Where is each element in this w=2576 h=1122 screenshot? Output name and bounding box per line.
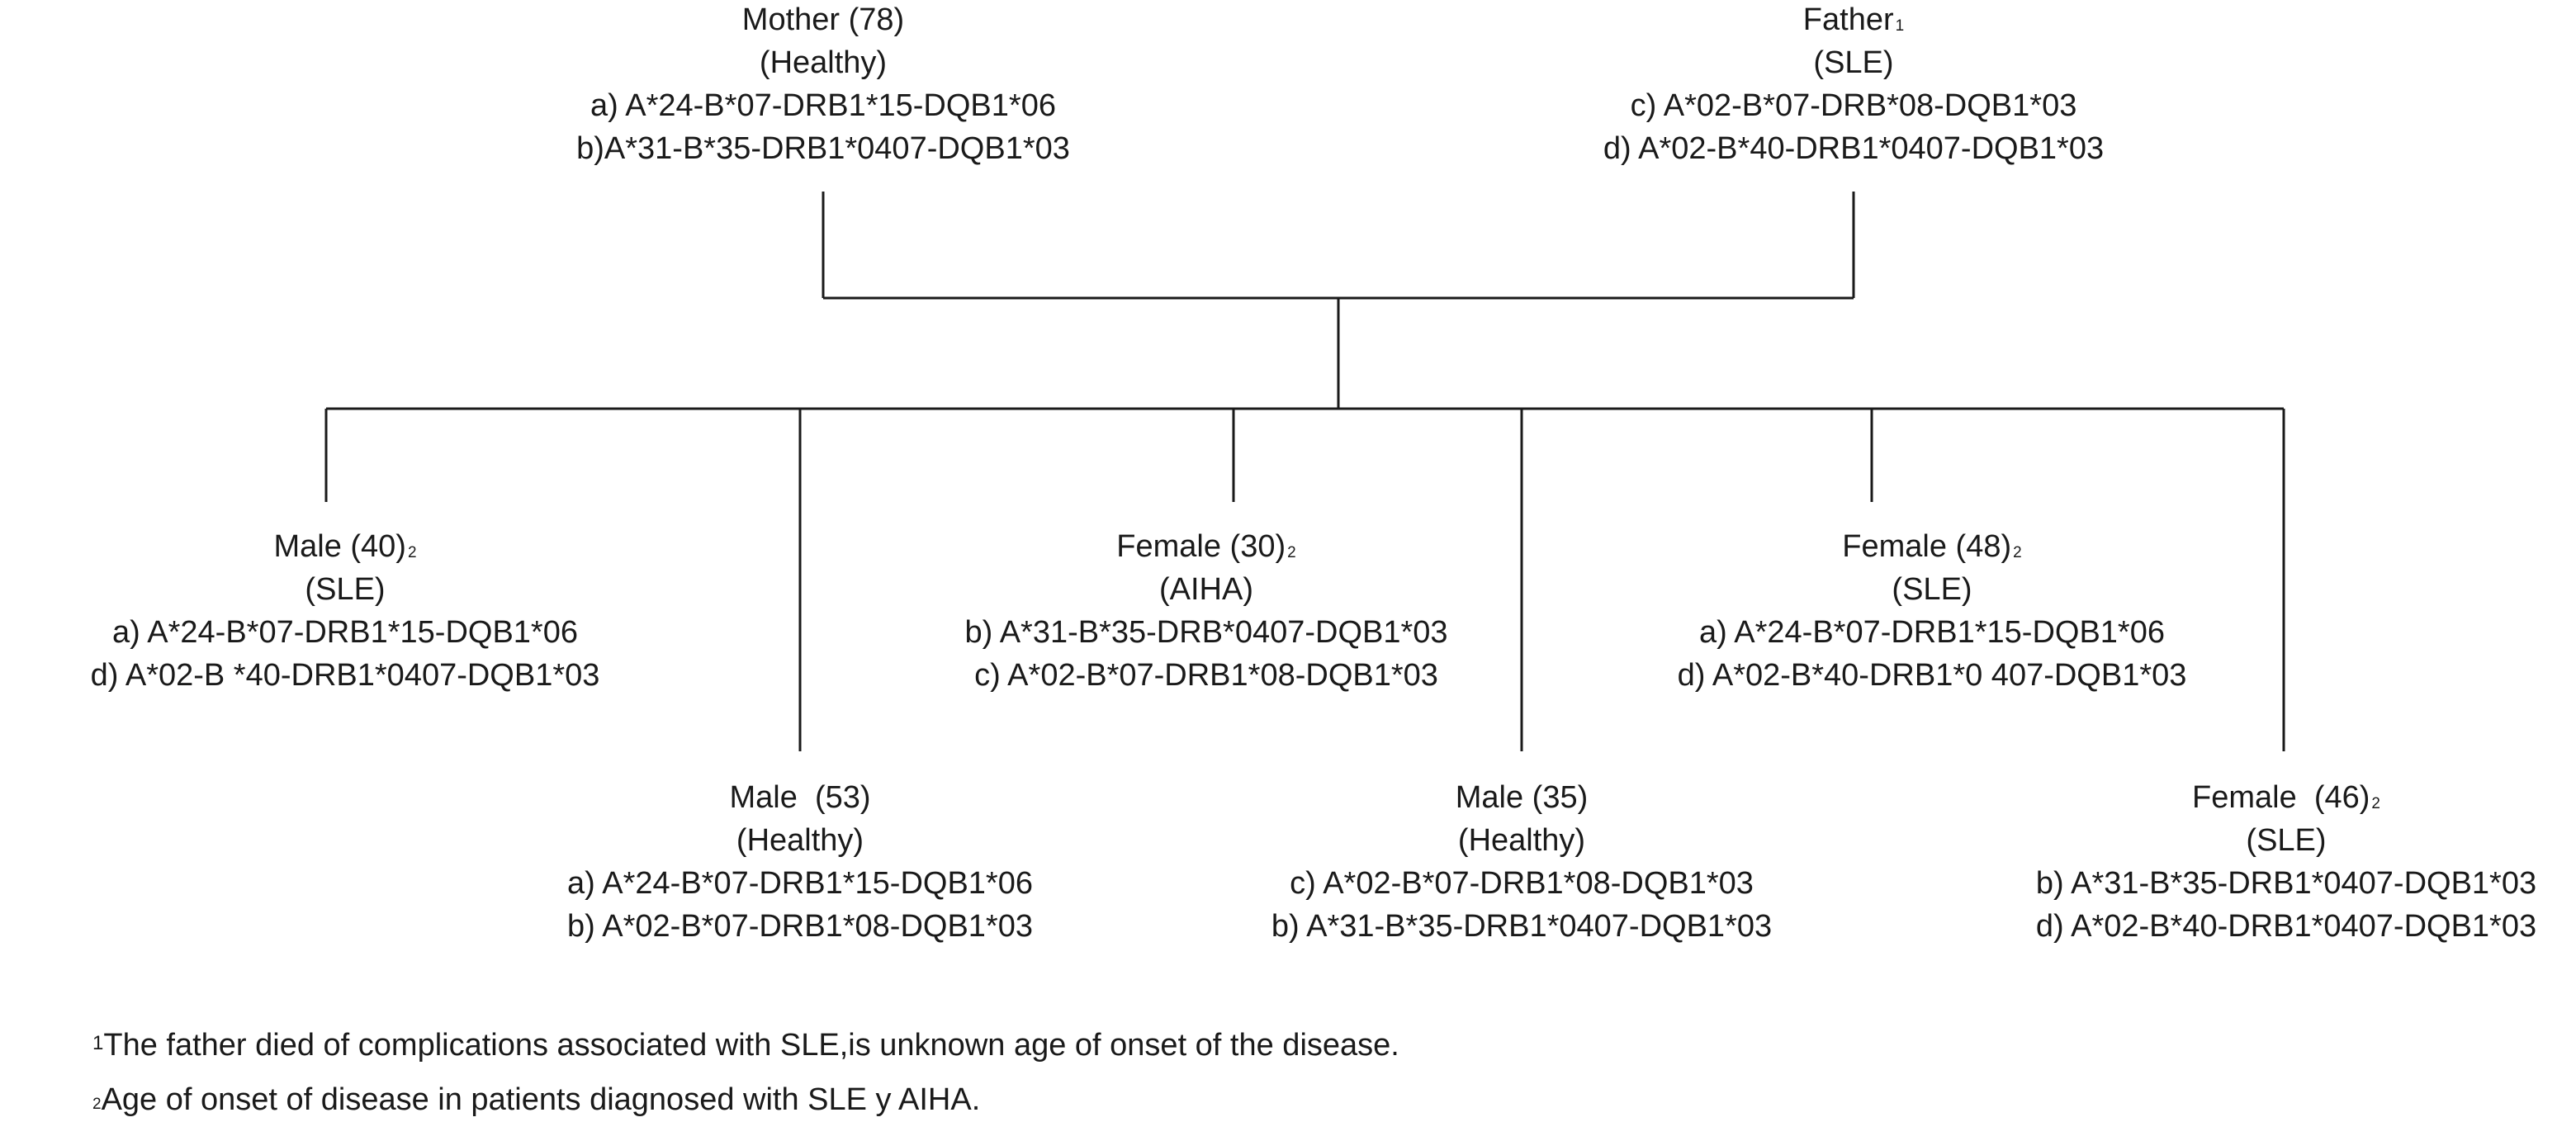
child-male-35-name: Male (35) <box>1455 780 1589 815</box>
father-footnote-marker: 1 <box>1895 17 1905 35</box>
father-haplotype-d: d) A*02-B*40-DRB1*0407-DQB1*03 <box>1603 131 2105 166</box>
father-haplotype-c: c) A*02-B*07-DRB*08-DQB1*03 <box>1630 88 2077 123</box>
mother-haplotype-b: b)A*31-B*35-DRB1*0407-DQB1*03 <box>576 131 1070 166</box>
child-female-30-haplotype-2: c) A*02-B*07-DRB1*08-DQB1*03 <box>974 658 1438 693</box>
mother-status: (Healthy) <box>759 45 888 80</box>
child-male-40-name: Male (40) <box>273 529 406 564</box>
child-female-48-haplotype-1: a) A*24-B*07-DRB1*15-DQB1*06 <box>1699 615 2165 650</box>
child-male-40-footnote-marker: 2 <box>407 544 417 561</box>
footnote-2-marker: 2 <box>92 1096 102 1113</box>
child-female-46-name-row <box>2036 776 2536 819</box>
footnote-2 <box>92 1078 980 1121</box>
child-female-30-name-row <box>964 525 1447 568</box>
child-male-35-haplotype-2: b) A*31-B*35-DRB1*0407-DQB1*03 <box>1271 909 1773 944</box>
footnote-1-marker: 1 <box>92 1032 104 1054</box>
child-female-30-status: (AIHA) <box>1158 572 1253 607</box>
father-status: (SLE) <box>1813 45 1894 80</box>
father-name-row <box>1603 0 2104 41</box>
child-male-40-haplotype-1: a) A*24-B*07-DRB1*15-DQB1*06 <box>112 615 578 650</box>
child-female-46-node <box>2036 776 2536 948</box>
child-male-40-node <box>91 525 600 697</box>
footnote-1 <box>92 1024 1399 1067</box>
mother-node <box>576 0 1070 170</box>
child-male-53-status: (Healthy) <box>736 823 864 858</box>
child-female-30-name: Female (30) <box>1116 529 1286 564</box>
footnote-1-text: The father died of complications associated with SLE,is unknown age of onset of the disease. <box>103 1028 1399 1063</box>
child-male-35-status: (Healthy) <box>1457 823 1586 858</box>
child-female-48-name-row <box>1678 525 2187 568</box>
child-male-53-name: Male (53) <box>729 780 871 815</box>
child-female-48-name: Female (48) <box>1842 529 2012 564</box>
child-male-53-haplotype-1: a) A*24-B*07-DRB1*15-DQB1*06 <box>567 866 1033 901</box>
child-female-48-haplotype-2: d) A*02-B*40-DRB1*0 407-DQB1*03 <box>1677 658 2187 693</box>
child-female-30-footnote-marker: 2 <box>1287 544 1296 561</box>
child-female-46-haplotype-1: b) A*31-B*35-DRB1*0407-DQB1*03 <box>2035 866 2537 901</box>
mother-name: Mother (78) <box>741 2 905 37</box>
child-male-40-name-row <box>91 525 600 568</box>
child-female-30-haplotype-1: b) A*31-B*35-DRB*0407-DQB1*03 <box>964 615 1448 650</box>
child-male-40-haplotype-2: d) A*02-B *40-DRB1*0407-DQB1*03 <box>90 658 600 693</box>
child-male-40-status: (SLE) <box>305 572 386 607</box>
child-male-53-haplotype-2: b) A*02-B*07-DRB1*08-DQB1*03 <box>567 909 1033 944</box>
mother-haplotype-a: a) A*24-B*07-DRB1*15-DQB1*06 <box>590 88 1056 123</box>
child-female-48-footnote-marker: 2 <box>2013 544 2022 561</box>
child-female-46-footnote-marker: 2 <box>2371 795 2380 812</box>
father-node <box>1603 0 2104 170</box>
child-male-35-node <box>1271 776 1772 948</box>
child-male-35-haplotype-1: c) A*02-B*07-DRB1*08-DQB1*03 <box>1290 866 1754 901</box>
child-female-48-status: (SLE) <box>1892 572 1972 607</box>
child-female-46-status: (SLE) <box>2246 823 2327 858</box>
footnote-2-text: Age of onset of disease in patients diagnosed with SLE y AIHA. <box>101 1082 981 1117</box>
child-female-30-node <box>964 525 1447 697</box>
child-male-53-node <box>567 776 1033 948</box>
child-female-48-node <box>1678 525 2187 697</box>
child-female-46-haplotype-2: d) A*02-B*40-DRB1*0407-DQB1*03 <box>2035 909 2537 944</box>
father-name: Father <box>1802 2 1894 37</box>
child-female-46-name: Female (46) <box>2192 780 2370 815</box>
